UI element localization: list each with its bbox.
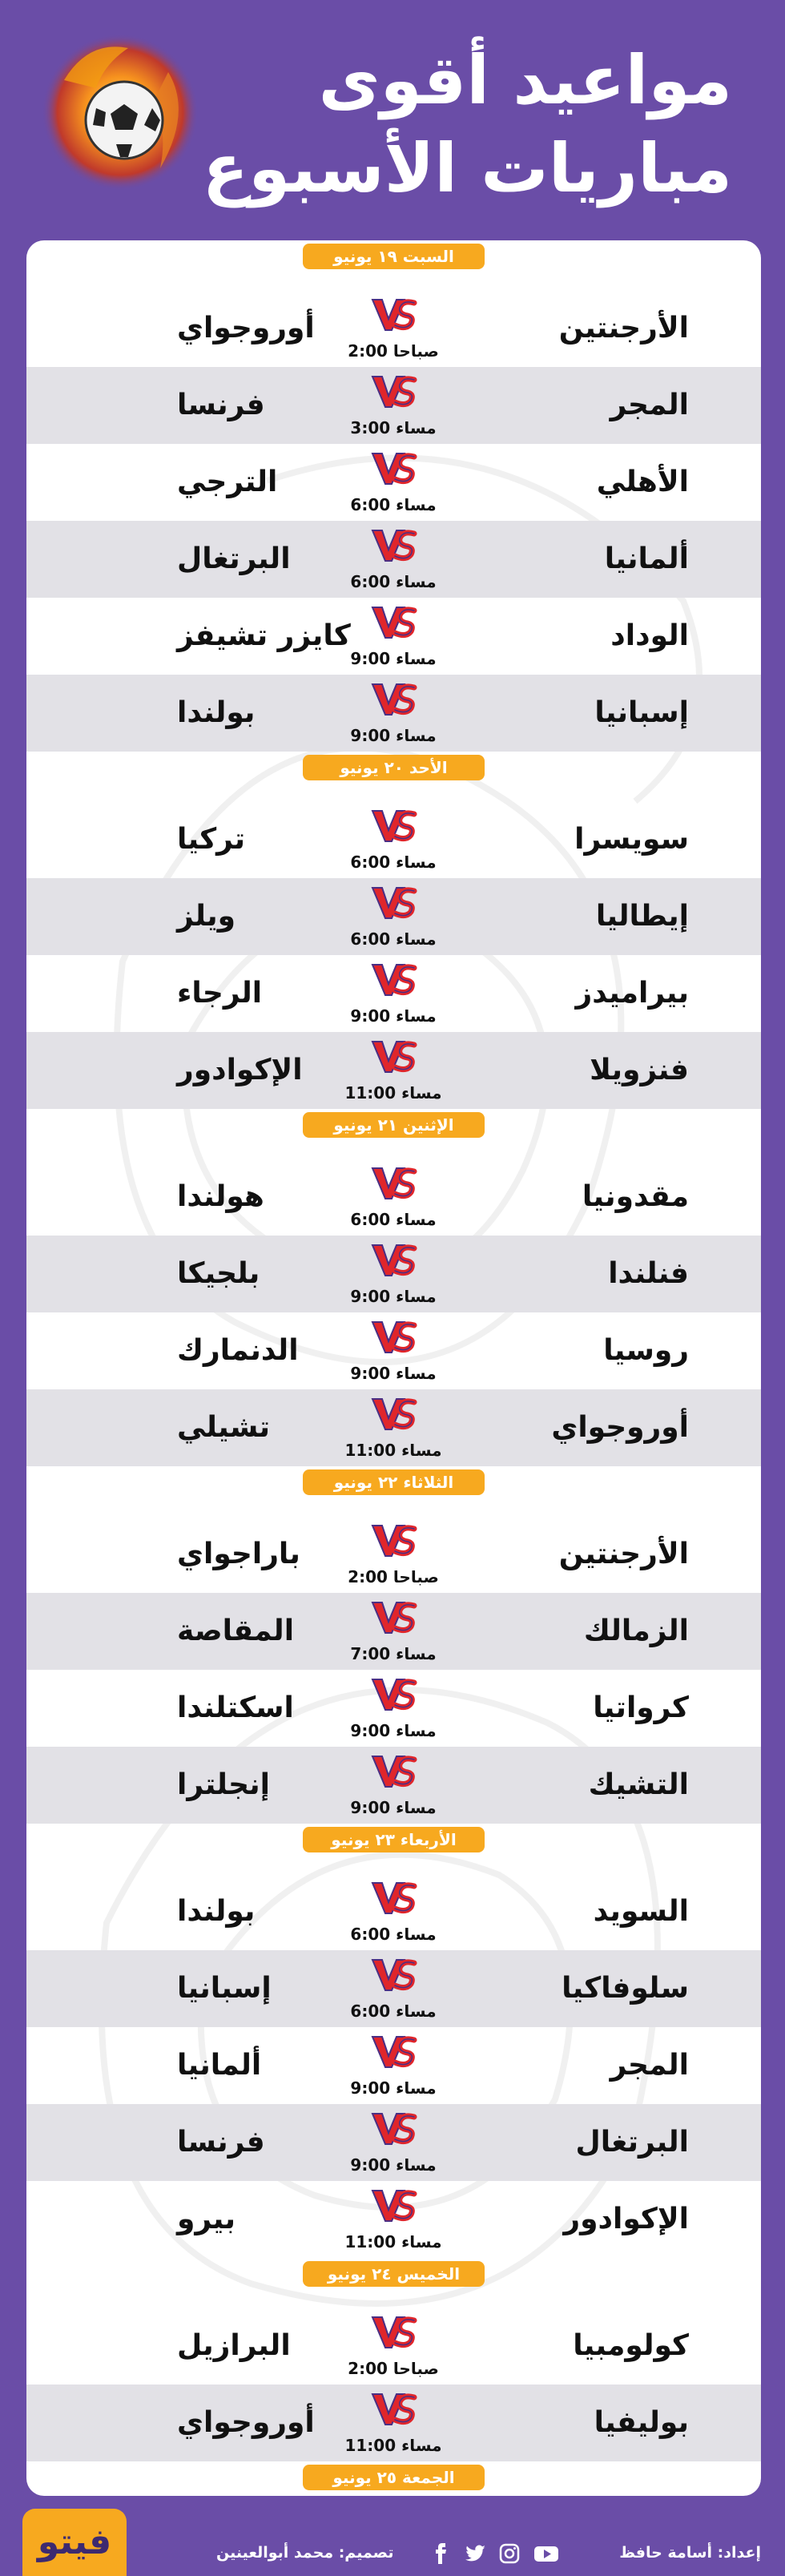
vs-icon <box>368 603 419 647</box>
away-team: باراجواي <box>177 1538 300 1570</box>
home-team: ألمانيا <box>604 542 689 575</box>
fiery-football-icon <box>40 32 200 192</box>
designer-credit: تصميم: محمد أبوالعينين <box>216 2544 394 2562</box>
vs-icon <box>368 679 419 724</box>
away-team: بولندا <box>177 696 256 729</box>
brand-logo <box>22 2509 127 2576</box>
match-row <box>26 2181 761 2258</box>
away-team: فرنسا <box>177 389 265 421</box>
away-team: إنجلترا <box>177 1768 270 1801</box>
match-center <box>341 679 445 748</box>
away-team: إسبانيا <box>177 1972 272 2005</box>
match-row <box>26 1516 761 1593</box>
home-team: الأرجنتين <box>558 312 689 345</box>
match-center <box>341 1394 445 1463</box>
day-date-badge: الإثنين ٢١ يونيو <box>303 1112 485 1138</box>
kickoff-time: 9:00 مساء <box>350 2155 437 2175</box>
day-date-badge: الأحد ٢٠ يونيو <box>303 755 485 780</box>
home-team: الوداد <box>610 619 689 652</box>
away-team: فرنسا <box>177 2126 265 2159</box>
kickoff-time: 9:00 مساء <box>350 1721 437 1740</box>
match-center <box>341 1878 445 1947</box>
away-team: ألمانيا <box>177 2049 262 2082</box>
away-team: بلجيكا <box>177 1257 260 1290</box>
vs-icon <box>368 2312 419 2357</box>
away-team: تركيا <box>177 823 246 856</box>
vs-icon <box>368 960 419 1005</box>
vs-icon <box>368 1317 419 1362</box>
vs-icon <box>368 806 419 851</box>
vs-icon <box>368 1878 419 1923</box>
vs-icon <box>368 1240 419 1285</box>
match-row <box>26 1747 761 1824</box>
match-row <box>26 1236 761 1312</box>
away-team: المقاصة <box>177 1615 295 1647</box>
match-row <box>26 1312 761 1389</box>
kickoff-time: 2:00 صباحا <box>348 2359 439 2378</box>
vs-icon <box>368 1598 419 1643</box>
match-center <box>341 526 445 595</box>
match-center <box>341 603 445 671</box>
match-center <box>341 372 445 441</box>
match-row <box>26 1159 761 1236</box>
instagram-icon[interactable] <box>498 2542 521 2565</box>
match-center <box>341 960 445 1029</box>
home-team: البرتغال <box>575 2126 689 2159</box>
away-team: البرازيل <box>177 2329 291 2362</box>
kickoff-time: 9:00 مساء <box>350 649 437 668</box>
author-credit: إعداد: أسامة حافظ <box>619 2544 761 2562</box>
match-row <box>26 2308 761 2385</box>
away-team: أوروجواي <box>177 2406 315 2439</box>
match-row <box>26 1950 761 2027</box>
vs-icon <box>368 1037 419 1082</box>
vs-icon <box>368 1521 419 1566</box>
match-center <box>341 2389 445 2458</box>
away-team: الدنمارك <box>177 1334 299 1367</box>
away-team: بيرو <box>177 2203 235 2235</box>
kickoff-time: 9:00 مساء <box>350 1287 437 1306</box>
home-team: بوليفيا <box>594 2406 689 2439</box>
home-team: الأهلي <box>596 466 689 498</box>
kickoff-time: 7:00 مساء <box>350 1644 437 1663</box>
home-team: إسبانيا <box>594 696 689 729</box>
home-team: مقدونيا <box>582 1180 689 1213</box>
facebook-icon[interactable] <box>429 2542 452 2565</box>
match-row <box>26 1593 761 1670</box>
home-team: الإكوادور <box>563 2203 689 2235</box>
away-team: الترجي <box>177 466 278 498</box>
home-team: أوروجواي <box>551 1411 689 1444</box>
kickoff-time: 6:00 مساء <box>350 572 437 591</box>
match-center <box>341 2312 445 2381</box>
match-row <box>26 290 761 367</box>
home-team: سلوفاكيا <box>562 1972 689 2005</box>
away-team: اسكتلندا <box>177 1691 294 1724</box>
day-header <box>26 1824 761 1873</box>
away-team: أوروجواي <box>177 312 315 345</box>
day-header <box>26 240 761 290</box>
match-center <box>341 1037 445 1106</box>
kickoff-time: 6:00 مساء <box>350 1210 437 1229</box>
day-header <box>26 2461 761 2496</box>
day-header <box>26 2258 761 2308</box>
match-center <box>341 1752 445 1820</box>
match-center <box>341 1598 445 1667</box>
home-team: إيطاليا <box>595 900 689 933</box>
match-row <box>26 367 761 444</box>
day-date-badge: الخميس ٢٤ يونيو <box>303 2261 485 2287</box>
day-date-badge: الجمعة ٢٥ يونيو <box>303 2465 485 2490</box>
kickoff-time: 9:00 مساء <box>350 1006 437 1026</box>
kickoff-time: 6:00 مساء <box>350 2002 437 2021</box>
day-date-badge: السبت ١٩ يونيو <box>303 244 485 269</box>
match-row <box>26 955 761 1032</box>
kickoff-time: 11:00 مساء <box>344 2232 442 2251</box>
match-center <box>341 295 445 364</box>
away-team: الرجاء <box>177 977 263 1010</box>
home-team: كرواتيا <box>593 1691 689 1724</box>
kickoff-time: 6:00 مساء <box>350 853 437 872</box>
home-team: التشيك <box>588 1768 689 1801</box>
match-row <box>26 1389 761 1466</box>
home-team: الأرجنتين <box>558 1538 689 1570</box>
vs-icon <box>368 1675 419 1719</box>
match-row <box>26 675 761 752</box>
kickoff-time: 9:00 مساء <box>350 2078 437 2098</box>
day-date-badge: الثلاثاء ٢٢ يونيو <box>303 1469 485 1495</box>
away-team: كايزر تشيفز <box>177 619 351 652</box>
kickoff-time: 6:00 مساء <box>350 495 437 514</box>
vs-icon <box>368 883 419 928</box>
match-center <box>341 1317 445 1386</box>
footer <box>0 2496 785 2576</box>
schedule-card <box>26 240 761 2496</box>
match-row <box>26 2027 761 2104</box>
match-center <box>341 1163 445 1232</box>
match-row <box>26 2104 761 2181</box>
vs-icon <box>368 2109 419 2154</box>
match-center <box>341 2109 445 2178</box>
day-header <box>26 752 761 801</box>
home-team: فنزويلا <box>590 1054 689 1086</box>
match-row <box>26 444 761 521</box>
kickoff-time: 2:00 صباحا <box>348 1567 439 1586</box>
vs-icon <box>368 2186 419 2231</box>
home-team: المجر <box>610 389 689 421</box>
match-row <box>26 598 761 675</box>
brand-logo-text: فيتو <box>37 2522 112 2562</box>
vs-icon <box>368 1752 419 1796</box>
home-team: المجر <box>610 2049 689 2082</box>
day-date-badge: الأربعاء ٢٣ يونيو <box>303 1827 485 1852</box>
home-team: فنلندا <box>608 1257 689 1290</box>
match-row <box>26 2385 761 2461</box>
home-team: الزمالك <box>583 1615 689 1647</box>
home-team: سويسرا <box>574 823 689 856</box>
page-title-line1: مواعيد أقوى <box>318 41 732 119</box>
match-row <box>26 801 761 878</box>
match-row <box>26 1032 761 1109</box>
vs-icon <box>368 1955 419 2000</box>
match-row <box>26 521 761 598</box>
match-row <box>26 878 761 955</box>
match-center <box>341 1675 445 1744</box>
match-center <box>341 449 445 518</box>
home-team: روسيا <box>603 1334 689 1367</box>
match-row <box>26 1670 761 1747</box>
vs-icon <box>368 1163 419 1208</box>
page-title-line2: مباريات الأسبوع <box>202 129 732 208</box>
away-team: الإكوادور <box>177 1054 303 1086</box>
kickoff-time: 9:00 مساء <box>350 726 437 745</box>
vs-icon <box>368 526 419 570</box>
vs-icon <box>368 1394 419 1439</box>
away-team: البرتغال <box>177 542 291 575</box>
match-center <box>341 1240 445 1309</box>
header <box>0 0 785 240</box>
kickoff-time: 9:00 مساء <box>350 1364 437 1383</box>
day-header <box>26 1109 761 1159</box>
kickoff-time: 11:00 مساء <box>344 1441 442 1460</box>
match-row <box>26 1873 761 1950</box>
home-team: السويد <box>593 1895 689 1928</box>
day-header <box>26 1466 761 1516</box>
kickoff-time: 2:00 صباحا <box>348 341 439 361</box>
vs-icon <box>368 372 419 417</box>
twitter-icon[interactable] <box>465 2542 487 2565</box>
kickoff-time: 11:00 مساء <box>344 2436 442 2455</box>
vs-icon <box>368 2389 419 2434</box>
match-center <box>341 2032 445 2101</box>
match-center <box>341 1521 445 1590</box>
youtube-icon[interactable] <box>533 2542 559 2565</box>
away-team: بولندا <box>177 1895 256 1928</box>
match-center <box>341 1955 445 2024</box>
kickoff-time: 6:00 مساء <box>350 1925 437 1944</box>
match-center <box>341 883 445 952</box>
vs-icon <box>368 2032 419 2077</box>
vs-icon <box>368 449 419 494</box>
kickoff-time: 11:00 مساء <box>344 1083 442 1103</box>
away-team: هولندا <box>177 1180 264 1213</box>
home-team: كولومبيا <box>573 2329 689 2362</box>
kickoff-time: 6:00 مساء <box>350 929 437 949</box>
kickoff-time: 3:00 مساء <box>350 418 437 437</box>
match-center <box>341 806 445 875</box>
vs-icon <box>368 295 419 340</box>
kickoff-time: 9:00 مساء <box>350 1798 437 1817</box>
away-team: تشيلي <box>177 1411 270 1444</box>
match-center <box>341 2186 445 2255</box>
home-team: بيراميدز <box>575 977 689 1010</box>
away-team: ويلز <box>177 900 235 933</box>
